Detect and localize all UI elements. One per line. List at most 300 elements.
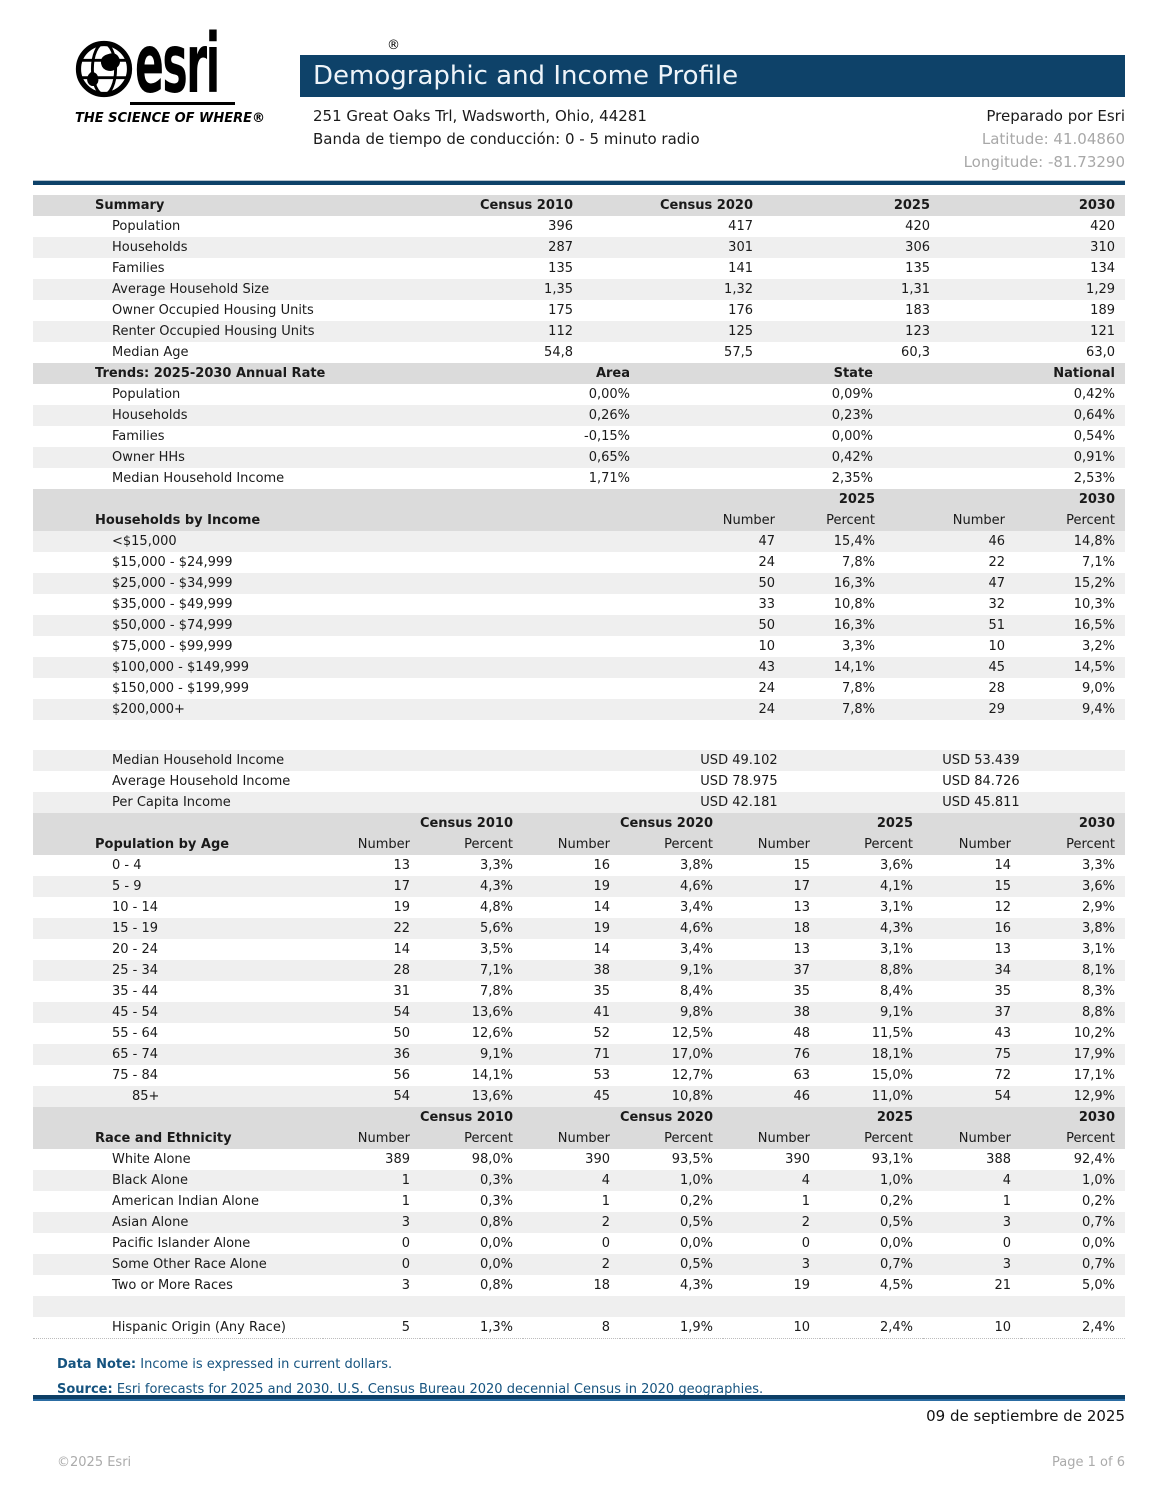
cell-value: 3,8%	[1081, 921, 1115, 936]
cell-value: 54	[994, 1089, 1011, 1104]
cell-value: 14,8%	[1073, 534, 1115, 549]
cell-value: 14,1%	[471, 1068, 513, 1083]
cell-value: 5,0%	[1081, 1278, 1115, 1293]
table-row	[33, 279, 1125, 300]
table-row	[33, 447, 1125, 468]
cell-value: 0,54%	[1073, 429, 1115, 444]
cell-value: 54,8	[544, 345, 573, 360]
esri-wordmark-text: esri	[135, 17, 219, 112]
row-label: 25 - 34	[112, 963, 159, 978]
table-row	[33, 1275, 1125, 1296]
cell-value: 135	[905, 261, 930, 276]
subcol-percent: Percent	[464, 837, 513, 852]
registered-mark: ®	[386, 38, 400, 53]
cell-value: 0,5%	[679, 1215, 713, 1230]
cell-value: 3,1%	[879, 942, 913, 957]
cell-usd-2025: USD 78.975	[700, 774, 778, 789]
subcol-number: Number	[357, 837, 410, 852]
group-census-2020: Census 2020	[619, 816, 713, 831]
cell-value: 0,42%	[831, 450, 873, 465]
subcol-percent: Percent	[464, 1131, 513, 1146]
esri-logo-row	[75, 17, 400, 112]
group-census-2020: Census 2020	[619, 1110, 713, 1125]
group-census-2010: Census 2010	[419, 816, 513, 831]
cell-usd-2030: USD 84.726	[942, 774, 1020, 789]
row-label: 45 - 54	[112, 1005, 159, 1020]
cell-value: 12,6%	[471, 1026, 513, 1041]
group-2030: 2030	[1078, 816, 1115, 831]
cell-value: 38	[593, 963, 610, 978]
cell-value: 28	[393, 963, 410, 978]
group-census-2010: Census 2010	[419, 1110, 513, 1125]
income-title: Households by Income	[95, 513, 261, 528]
cell-value: 8,4%	[679, 984, 713, 999]
cell-value: 1,0%	[879, 1173, 913, 1188]
row-label: 75 - 84	[112, 1068, 159, 1083]
cell-value: 3,6%	[1081, 879, 1115, 894]
table-row	[33, 876, 1125, 897]
cell-value: 10,8%	[671, 1089, 713, 1104]
table-row	[33, 678, 1125, 699]
cell-value: 183	[905, 303, 930, 318]
cell-value: 50	[393, 1026, 410, 1041]
cell-value: 13,6%	[471, 1005, 513, 1020]
row-label: Some Other Race Alone	[112, 1257, 267, 1272]
spacer-row	[33, 720, 1125, 750]
cell-value: 0,0%	[479, 1257, 513, 1272]
cell-value: 8,3%	[1081, 984, 1115, 999]
source-label: Source:	[57, 1382, 113, 1397]
row-label: Asian Alone	[112, 1215, 189, 1230]
cell-value: 14	[994, 858, 1011, 873]
cell-value: 8,4%	[879, 984, 913, 999]
report-meta	[964, 105, 1125, 174]
subcol-percent: Percent	[664, 837, 713, 852]
cell-value: 0	[801, 1236, 810, 1251]
cell-value: 22	[988, 555, 1005, 570]
row-label: $150,000 - $199,999	[112, 681, 250, 696]
cell-value: 4,6%	[679, 879, 713, 894]
cell-value: 0,7%	[1081, 1215, 1115, 1230]
table-row	[33, 573, 1125, 594]
cell-value: 5,6%	[479, 921, 513, 936]
cell-value: 0,65%	[588, 450, 630, 465]
report-date: 09 de septiembre de 2025	[926, 1407, 1125, 1425]
cell-value: 1,0%	[679, 1173, 713, 1188]
table-row	[33, 855, 1125, 876]
cell-value: 0,00%	[831, 429, 873, 444]
cell-value: 10,8%	[833, 597, 875, 612]
subcol-percent: Percent	[664, 1131, 713, 1146]
cell-usd-2025: USD 49.102	[700, 753, 778, 768]
cell-value: 60,3	[901, 345, 930, 360]
cell-value: 0,09%	[831, 387, 873, 402]
table-row	[33, 321, 1125, 342]
cell-value: 8,8%	[879, 963, 913, 978]
cell-value: 19	[393, 900, 410, 915]
cell-value: 18	[593, 1278, 610, 1293]
cell-value: 31	[393, 984, 410, 999]
row-label: 0 - 4	[112, 858, 142, 873]
table-row	[33, 615, 1125, 636]
table-row	[33, 258, 1125, 279]
row-label: Median Household Income	[112, 753, 285, 768]
cell-value: 0,5%	[679, 1257, 713, 1272]
cell-value: 5	[401, 1320, 410, 1335]
cell-value: 17,0%	[671, 1047, 713, 1062]
cell-value: 8,1%	[1081, 963, 1115, 978]
cell-value: 1,31	[901, 282, 930, 297]
race-and-ethnicity-table	[33, 1107, 1125, 1339]
cell-value: 11,0%	[871, 1089, 913, 1104]
cell-value: 3,6%	[879, 858, 913, 873]
row-label: 15 - 19	[112, 921, 159, 936]
cell-value: 0,8%	[479, 1215, 513, 1230]
cell-value: 3	[801, 1257, 810, 1272]
cell-value: 4,3%	[479, 879, 513, 894]
cell-value: 35	[593, 984, 610, 999]
row-label: Households	[112, 408, 188, 423]
cell-value: 24	[758, 555, 775, 570]
row-label: Median Household Income	[112, 471, 285, 486]
cell-value: 16	[994, 921, 1011, 936]
table-row	[33, 1086, 1125, 1107]
cell-value: 1,71%	[588, 471, 630, 486]
row-label: $200,000+	[112, 702, 185, 717]
cell-value: 16	[593, 858, 610, 873]
group-2025: 2025	[876, 816, 913, 831]
cell-value: 2,35%	[831, 471, 873, 486]
row-label: Hispanic Origin (Any Race)	[112, 1320, 286, 1335]
cell-value: 0,2%	[879, 1194, 913, 1209]
cell-value: 13	[793, 942, 810, 957]
cell-value: 0,0%	[1081, 1236, 1115, 1251]
cell-value: 41	[593, 1005, 610, 1020]
cell-value: 1	[1002, 1194, 1011, 1209]
cell-value: 15,2%	[1073, 576, 1115, 591]
table-row	[33, 468, 1125, 489]
cell-value: 37	[793, 963, 810, 978]
table-row	[33, 384, 1125, 405]
cell-value: 3	[1002, 1257, 1011, 1272]
footer-rule	[33, 1395, 1125, 1401]
cell-value: 4,8%	[479, 900, 513, 915]
cell-value: 176	[728, 303, 753, 318]
cell-value: 301	[728, 240, 753, 255]
cell-value: 3,3%	[841, 639, 875, 654]
address-line2: Banda de tiempo de conducción: 0 - 5 minuto radio	[313, 130, 700, 148]
group-2025: 2025	[876, 1110, 913, 1125]
race-year-header-row	[33, 1107, 1125, 1128]
cell-value: 3,2%	[1081, 639, 1115, 654]
cell-value: 10,2%	[1073, 1026, 1115, 1041]
cell-value: 54	[393, 1005, 410, 1020]
row-label: Per Capita Income	[112, 795, 231, 810]
cell-value: 3,4%	[679, 900, 713, 915]
cell-value: 37	[994, 1005, 1011, 1020]
race-subheader-row	[33, 1128, 1125, 1149]
cell-value: 1	[401, 1173, 410, 1188]
cell-value: 2,4%	[879, 1320, 913, 1335]
hispanic-origin-row	[33, 1317, 1125, 1339]
row-label: <$15,000	[112, 534, 177, 549]
cell-value: 4,6%	[679, 921, 713, 936]
blank-cell	[33, 813, 323, 834]
cell-value: 50	[758, 618, 775, 633]
cell-value: 0,0%	[679, 1236, 713, 1251]
cell-value: 98,0%	[471, 1152, 513, 1167]
cell-value: 11,5%	[871, 1026, 913, 1041]
cell-value: 0	[1002, 1236, 1011, 1251]
cell-value: 7,8%	[841, 681, 875, 696]
row-label: Population	[112, 387, 181, 402]
globe-icon	[75, 40, 133, 98]
cell-value: 47	[988, 576, 1005, 591]
row-label: White Alone	[112, 1152, 191, 1167]
cell-value: 420	[905, 219, 930, 234]
cell-value: 46	[988, 534, 1005, 549]
cell-value: 4	[801, 1173, 810, 1188]
subcol-number: Number	[958, 837, 1011, 852]
cell-value: 57,5	[724, 345, 753, 360]
cell-value: 4	[1002, 1173, 1011, 1188]
cell-value: 19	[793, 1278, 810, 1293]
cell-value: 0,91%	[1073, 450, 1115, 465]
trends-header-row	[33, 363, 1125, 384]
cell-value: 47	[758, 534, 775, 549]
esri-logo	[75, 17, 400, 126]
income-subheader-row	[33, 510, 1125, 531]
cell-value: 76	[793, 1047, 810, 1062]
table-row	[33, 1233, 1125, 1254]
cell-value: 17,9%	[1073, 1047, 1115, 1062]
cell-value: 420	[1090, 219, 1115, 234]
report-address	[313, 105, 700, 151]
cell-value: 3,5%	[479, 942, 513, 957]
cell-value: 14	[393, 942, 410, 957]
cell-value: 12,9%	[1073, 1089, 1115, 1104]
cell-value: 16,3%	[833, 618, 875, 633]
col-2025: 2025	[893, 198, 930, 213]
table-row	[33, 594, 1125, 615]
cell-value: 28	[988, 681, 1005, 696]
cell-value: 10,3%	[1073, 597, 1115, 612]
cell-value: 0,00%	[588, 387, 630, 402]
cell-value: 10	[994, 1320, 1011, 1335]
cell-value: 63	[793, 1068, 810, 1083]
cell-value: 9,1%	[679, 963, 713, 978]
cell-value: 0,3%	[479, 1173, 513, 1188]
cell-value: 3,1%	[879, 900, 913, 915]
cell-value: 34	[994, 963, 1011, 978]
subcol-percent: Percent	[1066, 1131, 1115, 1146]
cell-value: 17,1%	[1073, 1068, 1115, 1083]
spacer-row	[33, 1296, 1125, 1317]
cell-value: 17	[793, 879, 810, 894]
row-label: 20 - 24	[112, 942, 159, 957]
cell-usd-2030: USD 45.811	[942, 795, 1020, 810]
cell-value: 310	[1090, 240, 1115, 255]
cell-value: 2	[601, 1215, 610, 1230]
longitude: Longitude: -81.73290	[963, 153, 1125, 171]
subcol-number: Number	[757, 1131, 810, 1146]
row-label: Median Age	[112, 345, 189, 360]
table-row	[33, 699, 1125, 720]
cell-value: 3,3%	[479, 858, 513, 873]
cell-value: 7,1%	[1081, 555, 1115, 570]
row-label: Households	[112, 240, 188, 255]
data-note-label: Data Note:	[57, 1357, 137, 1372]
subcol-percent: Percent	[864, 837, 913, 852]
cell-value: 54	[393, 1089, 410, 1104]
table-row	[33, 981, 1125, 1002]
subcol-number: Number	[722, 513, 775, 528]
cell-value: 1,29	[1086, 282, 1115, 297]
cell-value: 10	[988, 639, 1005, 654]
cell-value: 0,64%	[1073, 408, 1115, 423]
cell-value: 14	[593, 942, 610, 957]
table-row	[33, 1170, 1125, 1191]
blank-cell	[33, 1107, 323, 1128]
table-row	[33, 771, 1125, 792]
cell-value: 0,2%	[1081, 1194, 1115, 1209]
table-row	[33, 405, 1125, 426]
subcol-number: Number	[958, 1131, 1011, 1146]
cell-value: 15	[793, 858, 810, 873]
copyright: ©2025 Esri	[57, 1455, 132, 1470]
cell-value: 135	[548, 261, 573, 276]
cell-value: 0,7%	[1081, 1257, 1115, 1272]
cell-value: 9,8%	[679, 1005, 713, 1020]
cell-value: 7,8%	[479, 984, 513, 999]
income-year-header-row	[33, 489, 1125, 510]
population-by-age-table	[33, 813, 1125, 1107]
cell-value: 112	[548, 324, 573, 339]
group-2030: 2030	[1078, 492, 1115, 507]
row-label: 85+	[132, 1089, 160, 1104]
cell-value: 141	[728, 261, 753, 276]
cell-value: 390	[785, 1152, 810, 1167]
cell-value: 17	[393, 879, 410, 894]
cell-value: 8,8%	[1081, 1005, 1115, 1020]
row-label: Renter Occupied Housing Units	[112, 324, 315, 339]
table-row	[33, 657, 1125, 678]
table-row	[33, 1149, 1125, 1170]
cell-value: 0,42%	[1073, 387, 1115, 402]
cell-value: 0,3%	[479, 1194, 513, 1209]
table-row	[33, 792, 1125, 813]
row-label: Black Alone	[112, 1173, 189, 1188]
prepared-by: Preparado por Esri	[986, 107, 1125, 125]
group-2025: 2025	[838, 492, 875, 507]
cell-value: 0	[401, 1236, 410, 1251]
cell-value: 7,8%	[841, 702, 875, 717]
address-line1: 251 Great Oaks Trl, Wadsworth, Ohio, 44281	[313, 107, 647, 125]
cell-value: 7,8%	[841, 555, 875, 570]
cell-value: 1,0%	[1081, 1173, 1115, 1188]
cell-value: 43	[758, 660, 775, 675]
subcol-number: Number	[557, 837, 610, 852]
cell-value: 43	[994, 1026, 1011, 1041]
cell-value: 52	[593, 1026, 610, 1041]
cell-value: 12	[994, 900, 1011, 915]
table-row	[33, 552, 1125, 573]
cell-value: 0,23%	[831, 408, 873, 423]
table-row	[33, 918, 1125, 939]
row-label: $35,000 - $49,999	[112, 597, 233, 612]
data-note-line	[57, 1352, 763, 1377]
subcol-number: Number	[757, 837, 810, 852]
subcol-percent: Percent	[1066, 837, 1115, 852]
row-label: $75,000 - $99,999	[112, 639, 233, 654]
cell-value: 0	[601, 1236, 610, 1251]
cell-value: 1,9%	[679, 1320, 713, 1335]
cell-value: 10	[793, 1320, 810, 1335]
table-row	[33, 960, 1125, 981]
cell-value: 389	[385, 1152, 410, 1167]
cell-value: 51	[988, 618, 1005, 633]
age-year-header-row	[33, 813, 1125, 834]
col-census-2020: Census 2020	[659, 198, 753, 213]
cell-value: 134	[1090, 261, 1115, 276]
cell-value: 14	[593, 900, 610, 915]
cell-value: 9,1%	[879, 1005, 913, 1020]
table-row	[33, 1023, 1125, 1044]
cell-value: 14,1%	[833, 660, 875, 675]
cell-value: 24	[758, 681, 775, 696]
cell-value: 0,5%	[879, 1215, 913, 1230]
cell-value: 38	[793, 1005, 810, 1020]
cell-value: 0,2%	[679, 1194, 713, 1209]
cell-value: 3,4%	[679, 942, 713, 957]
cell-value: 3,1%	[1081, 942, 1115, 957]
cell-value: 4	[601, 1173, 610, 1188]
cell-value: 9,4%	[1081, 702, 1115, 717]
cell-value: 19	[593, 879, 610, 894]
row-label: 5 - 9	[112, 879, 142, 894]
cell-value: 4,3%	[679, 1278, 713, 1293]
cell-value: 0,0%	[479, 1236, 513, 1251]
cell-value: 14,5%	[1073, 660, 1115, 675]
cell-value: 93,1%	[871, 1152, 913, 1167]
group-2030: 2030	[1078, 1110, 1115, 1125]
cell-value: 123	[905, 324, 930, 339]
cell-value: 3	[1002, 1215, 1011, 1230]
cell-value: 390	[585, 1152, 610, 1167]
cell-value: 1,32	[724, 282, 753, 297]
cell-value: 16,3%	[833, 576, 875, 591]
cell-value: 175	[548, 303, 573, 318]
cell-value: 12,5%	[671, 1026, 713, 1041]
table-row	[33, 1002, 1125, 1023]
cell-value: 92,4%	[1073, 1152, 1115, 1167]
cell-value: 15,4%	[833, 534, 875, 549]
col-national: National	[1053, 366, 1115, 381]
cell-value: 417	[728, 219, 753, 234]
cell-value: 13	[793, 900, 810, 915]
cell-value: 93,5%	[671, 1152, 713, 1167]
table-row	[33, 531, 1125, 552]
report-tables	[33, 195, 1125, 1339]
cell-value: 396	[548, 219, 573, 234]
data-note-text: Income is expressed in current dollars.	[140, 1357, 393, 1372]
row-label: Population	[112, 219, 181, 234]
table-row	[33, 342, 1125, 363]
cell-usd-2025: USD 42.181	[700, 795, 778, 810]
esri-tagline: THE SCIENCE OF WHERE®	[75, 111, 266, 126]
row-label: $15,000 - $24,999	[112, 555, 233, 570]
summary-title: Summary	[95, 198, 165, 213]
